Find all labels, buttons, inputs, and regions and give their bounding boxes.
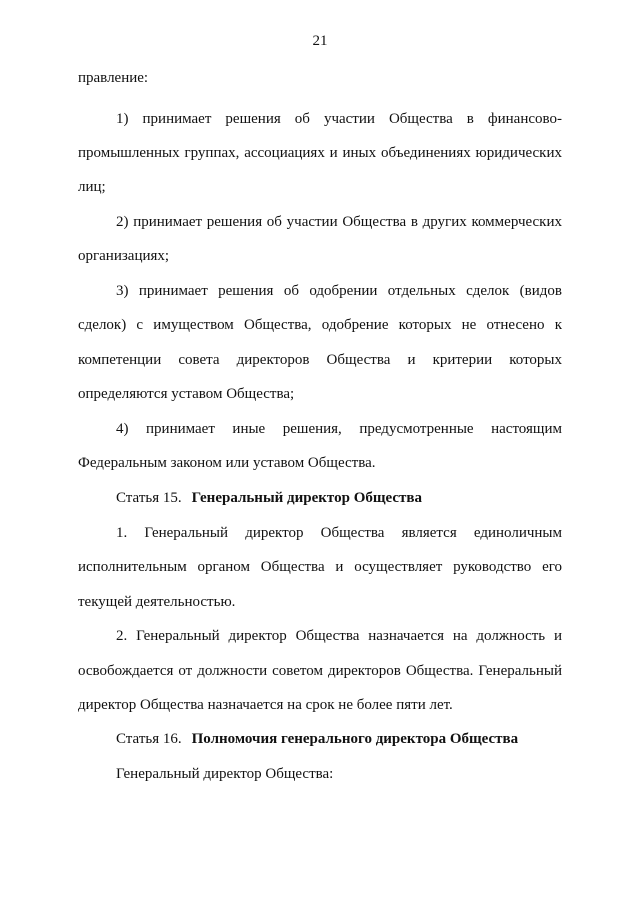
text-line: 2) принимает решения об участии Общества в других коммерческих [116, 214, 562, 230]
text-line: сделок) с имуществом Общества, одобрение которых не отнесено к [78, 317, 562, 333]
text-line: освобождается от должности советом директоров Общества. Генеральный [78, 663, 562, 679]
page-number: 21 [312, 33, 328, 49]
text-line: исполнительным органом Общества и осуществляет руководство его [78, 559, 562, 575]
text-line: компетенции совета директоров Общества и критерии которых [78, 352, 562, 368]
text-line: 1) принимает решения об участии Общества в финансово- [116, 111, 562, 127]
text-line: организациях; [78, 248, 170, 264]
text-line: 1. Генеральный директор Общества является единоличным [116, 525, 562, 541]
text-line: правление: [78, 70, 149, 86]
text-line: 3) принимает решения об одобрении отдельных сделок (видов [116, 283, 562, 299]
text-line: Генеральный директор Общества: [116, 766, 334, 782]
article-heading [116, 488, 562, 508]
text-line: текущей деятельностью. [78, 594, 236, 610]
article-number: Статья 16. [116, 731, 182, 747]
text-line: лиц; [78, 179, 106, 195]
text-line: 4) принимает иные решения, предусмотренные настоящим [116, 421, 562, 437]
article-heading [116, 729, 562, 749]
text-line: промышленных группах, ассоциациях и иных объединениях юридических [78, 145, 562, 161]
article-number: Статья 15. [116, 490, 182, 506]
article-title: Полномочия генерального директора Общества [191, 731, 519, 747]
text-line: определяются уставом Общества; [78, 386, 295, 402]
article-title: Генеральный директор Общества [191, 490, 422, 506]
text-line: 2. Генеральный директор Общества назначается на должность и [116, 628, 562, 644]
text-line: Федеральным законом или уставом Общества. [78, 455, 376, 471]
text-line: директор Общества назначается на срок не более пяти лет. [78, 697, 453, 713]
